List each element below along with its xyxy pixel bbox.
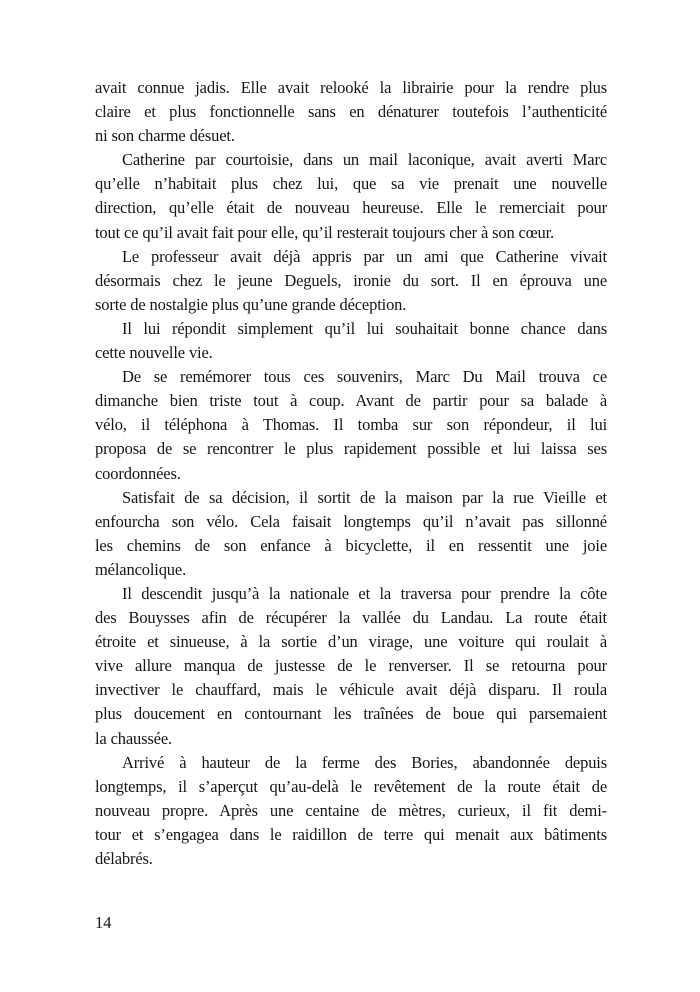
text-line: Il lui répondit simplement qu’il lui souhaitait bonne chance dans bbox=[122, 318, 607, 338]
text-line: plus doucement en contournant les traînées de boue qui parsemaient bbox=[95, 704, 607, 724]
text-line: tour et s’engagea dans le raidillon de terre qui menait aux bâtiments bbox=[95, 824, 607, 844]
text-line: claire et plus fonctionnelle sans en dénaturer toutefois l’authenticité bbox=[95, 102, 607, 122]
text-line: la chaussée. bbox=[95, 728, 172, 748]
text-line: Il descendit jusqu’à la nationale et la traversa pour prendre la côte bbox=[122, 583, 607, 603]
text-line: Catherine par courtoisie, dans un mail laconique, avait averti Marc bbox=[122, 150, 607, 170]
text-line: ni son charme désuet. bbox=[95, 126, 235, 146]
text-line: vélo, il téléphona à Thomas. Il tomba sur son répondeur, il lui bbox=[95, 415, 607, 435]
text-line: invectiver le chauffard, mais le véhicule avait déjà disparu. Il roula bbox=[95, 680, 607, 700]
paragraph bbox=[95, 486, 607, 582]
paragraph bbox=[95, 365, 607, 485]
paragraph bbox=[95, 245, 607, 317]
text-line: Satisfait de sa décision, il sortit de la maison par la rue Vieille et bbox=[122, 487, 607, 507]
text-line: longtemps, il s’aperçut qu’au-delà le revêtement de la route était de bbox=[95, 776, 607, 796]
text-line: étroite et sinueuse, à la sortie d’un virage, une voiture qui roulait à bbox=[95, 632, 607, 652]
text-line: Arrivé à hauteur de la ferme des Bories, abandonnée depuis bbox=[122, 752, 607, 772]
paragraph bbox=[95, 317, 607, 365]
text-line: avait connue jadis. Elle avait relooké la librairie pour la rendre plus bbox=[95, 78, 607, 97]
text-line: désormais chez le jeune Deguels, ironie du sort. Il en éprouva une bbox=[95, 270, 607, 290]
text-line: cette nouvelle vie. bbox=[95, 343, 213, 363]
text-line: tout ce qu’il avait fait pour elle, qu’il resterait toujours cher à son cœur. bbox=[95, 222, 555, 242]
paragraph bbox=[95, 751, 607, 871]
text-line: dimanche bien triste tout à coup. Avant de partir pour sa balade à bbox=[95, 391, 607, 411]
text-line: nouveau propre. Après une centaine de mètres, curieux, il fit demi- bbox=[95, 800, 607, 820]
page-number: 14 bbox=[95, 913, 112, 932]
page-text-block bbox=[95, 76, 607, 871]
text-line: délabrés. bbox=[95, 849, 153, 868]
text-line: des Bouysses afin de récupérer la vallée du Landau. La route était bbox=[95, 608, 607, 628]
text-line: coordonnées. bbox=[95, 463, 181, 483]
text-line: De se remémorer tous ces souvenirs, Marc Du Mail trouva ce bbox=[122, 367, 607, 387]
text-line: sorte de nostalgie plus qu’une grande déception. bbox=[95, 294, 407, 314]
text-line: proposa de se rencontrer le plus rapidement possible et lui laissa ses bbox=[95, 439, 607, 459]
text-line: les chemins de son enfance à bicyclette, il en ressentit une joie bbox=[95, 535, 607, 555]
text-line: mélancolique. bbox=[95, 559, 187, 579]
text-line: enfourcha son vélo. Cela faisait longtemps qu’il n’avait pas sillonné bbox=[95, 511, 607, 531]
text-line: Le professeur avait déjà appris par un ami que Catherine vivait bbox=[122, 246, 607, 266]
text-line: qu’elle n’habitait plus chez lui, que sa vie prenait une nouvelle bbox=[95, 174, 607, 194]
text-line: vive allure manqua de justesse de le renverser. Il se retourna pour bbox=[95, 656, 607, 676]
paragraph bbox=[95, 582, 607, 751]
text-line: direction, qu’elle était de nouveau heureuse. Elle le remerciait pour bbox=[95, 198, 607, 218]
paragraph bbox=[95, 148, 607, 244]
paragraph bbox=[95, 76, 607, 148]
